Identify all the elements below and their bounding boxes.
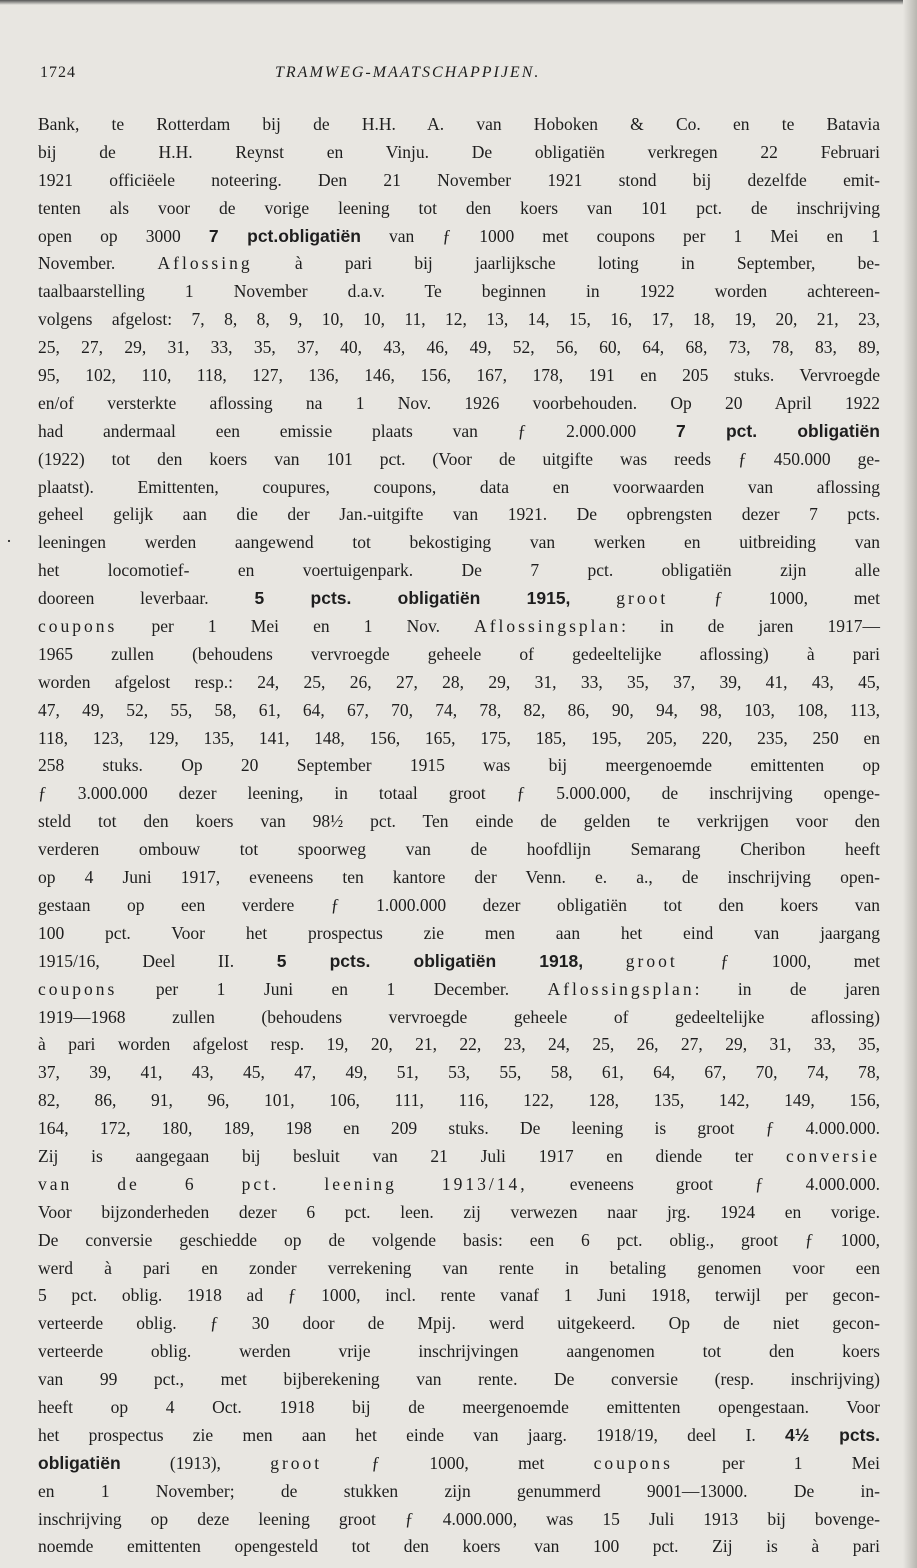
text-run: 95, 102, 110, 118, 127, 136, 146, 156, 167, 178, 191 en 205 stuks. Vervroegde xyxy=(38,365,880,386)
text-run: leeningen werden aangewend tot bekostiging van werken en uitbreiding van xyxy=(38,532,880,553)
text-line xyxy=(38,195,880,223)
text-line xyxy=(38,780,880,808)
spaced-term: van de 6 pct. leening 1913/14, xyxy=(38,1173,528,1194)
text-line xyxy=(38,167,880,195)
text-run: op 4 Juni 1917, eveneens ten kantore der Venn. e. a., de inschrijving open- xyxy=(38,867,880,888)
text-run: en 1 November; de stukken zijn genummerd 9001—13000. De in- xyxy=(38,1480,880,1501)
text-line xyxy=(38,1143,880,1171)
text-run: heeft op 4 Oct. 1918 bij de meergenoemde emittenten opengestaan. Voor xyxy=(38,1396,880,1417)
text-line xyxy=(38,1087,880,1115)
text-line xyxy=(38,613,880,641)
text-run: noemde emittenten opengesteld tot den koers van 100 pct. Zij is à pari xyxy=(38,1536,880,1557)
text-run: : in de jaren xyxy=(694,978,881,999)
text-line xyxy=(38,641,880,669)
text-run: dooreen leverbaar. xyxy=(38,588,255,609)
text-run: ƒ 1000, met xyxy=(677,950,880,971)
text-run: per 1 Juni en 1 December. xyxy=(117,978,548,999)
text-run: 1919—1968 zullen (behoudens vervroegde geheele of gedeeltelijke aflossing) xyxy=(38,1006,880,1027)
text-line xyxy=(38,697,880,725)
text-run: open op 3000 xyxy=(38,225,209,246)
text-run: inschrijving op deze leening groot ƒ 4.000.000, was 15 Juli 1913 bij bovenge- xyxy=(38,1508,880,1529)
spaced-term: conversie xyxy=(785,1145,880,1166)
text-run: 25, 27, 29, 31, 33, 35, 37, 40, 43, 46, 49, 52, 56, 60, 64, 68, 73, 78, 83, 89, xyxy=(38,337,880,358)
text-run: steld tot den koers van 98½ pct. Ten einde de gelden te verkrijgen voor den xyxy=(38,811,880,832)
text-line xyxy=(38,864,880,892)
text-run: ƒ 1000, met xyxy=(668,588,881,609)
text-line xyxy=(38,139,880,167)
text-run: het prospectus zie men aan het einde van jaarg. 1918/19, deel I. xyxy=(38,1424,786,1445)
bold-heading: 5 pcts. obligatiën 1918, xyxy=(276,950,584,971)
text-run: 118, 123, 129, 135, 141, 148, 156, 165, 175, 185, 195, 205, 220, 235, 250 en xyxy=(38,727,880,748)
text-line xyxy=(38,474,880,502)
text-run: De conversie geschiedde op de volgende basis: een 6 pct. oblig., groot ƒ 1000, xyxy=(38,1229,880,1250)
text-run: à pari worden afgelost resp. 19, 20, 21, 22, 23, 24, 25, 26, 27, 29, 31, 33, 35, xyxy=(38,1034,880,1055)
text-run: November. xyxy=(38,253,158,274)
text-line xyxy=(38,362,880,390)
text-run: (1922) tot den koers van 101 pct. (Voor de uitgifte was reeds ƒ 450.000 ge- xyxy=(38,448,880,469)
text-run: verteerde oblig. ƒ 30 door de Mpij. werd uitgekeerd. Op de niet gecon- xyxy=(38,1313,880,1334)
text-run: van 99 pct., met bijberekening van rente. De conversie (resp. inschrijving) xyxy=(38,1369,880,1390)
spaced-term: coupons xyxy=(38,978,118,999)
page-edge-shadow xyxy=(903,0,917,1568)
text-run: 82, 86, 91, 96, 101, 106, 111, 116, 122, 128, 135, 142, 149, 156, xyxy=(38,1090,880,1111)
text-run: 164, 172, 180, 189, 198 en 209 stuks. De leening is groot ƒ 4.000.000. xyxy=(38,1118,880,1139)
text-run: Voor bijzonderheden dezer 6 pct. leen. zij verwezen naar jrg. 1924 en vorige. xyxy=(38,1201,880,1222)
text-line xyxy=(38,1338,880,1366)
text-run: worden afgelost resp.: 24, 25, 26, 27, 28, 29, 31, 33, 35, 37, 39, 41, 43, 45, xyxy=(38,671,880,692)
text-run: van ƒ 1000 met coupons per 1 Mei en 1 xyxy=(360,225,880,246)
spaced-term: Aflossing xyxy=(157,253,253,274)
text-line xyxy=(38,976,880,1004)
text-run: ƒ 1000, met xyxy=(322,1452,594,1473)
text-line xyxy=(38,529,880,557)
text-run: plaatst). Emittenten, coupures, coupons, data en voorwaarden van aflossing xyxy=(38,476,880,497)
text-run: (1913), xyxy=(120,1452,271,1473)
text-run: Zij is aangegaan bij besluit van 21 Juli 1917 en diende ter xyxy=(38,1145,786,1166)
text-run: tenten als voor de vorige leening tot den koers van 101 pct. de inschrijving xyxy=(38,197,880,218)
spaced-term: Aflossingsplan xyxy=(547,978,695,999)
text-line xyxy=(38,1282,880,1310)
text-line xyxy=(38,1199,880,1227)
text-run: per 1 Mei en 1 Nov. xyxy=(117,616,475,637)
text-line xyxy=(38,836,880,864)
spaced-term: coupons xyxy=(38,616,118,637)
page-number: 1724 xyxy=(40,64,76,81)
text-run: 47, 49, 52, 55, 58, 61, 64, 67, 70, 74, 78, 82, 86, 90, 94, 98, 103, 108, 113, xyxy=(38,699,880,720)
text-run xyxy=(570,588,616,608)
text-line xyxy=(38,501,880,529)
text-line xyxy=(38,752,880,780)
text-run: 100 pct. Voor het prospectus zie men aan het eind van jaargang xyxy=(38,922,880,943)
spaced-term: groot xyxy=(616,588,669,609)
page-header xyxy=(40,64,880,88)
bold-heading: obligatiën xyxy=(38,1452,121,1473)
text-line xyxy=(38,1366,880,1394)
text-run: ƒ 3.000.000 dezer leening, in totaal groot ƒ 5.000.000, de inschrijving openge- xyxy=(38,783,880,804)
text-run: en/of versterkte aflossing na 1 Nov. 1926 voorbehouden. Op 20 April 1922 xyxy=(38,392,880,413)
text-run: 258 stuks. Op 20 September 1915 was bij meergenoemde emittenten op xyxy=(38,755,880,776)
text-line xyxy=(38,1506,880,1534)
text-run: volgens afgelost: 7, 8, 8, 9, 10, 10, 11, 12, 13, 14, 15, 16, 17, 18, 19, 20, 21, 23, xyxy=(38,309,880,330)
text-line xyxy=(38,390,880,418)
text-run: verderen ombouw tot spoorweg van de hoofdlijn Semarang Cheribon heeft xyxy=(38,839,880,860)
spaced-term: coupons xyxy=(593,1452,673,1473)
text-line xyxy=(38,1059,880,1087)
bold-heading: 4½ pcts. xyxy=(785,1424,880,1445)
text-line xyxy=(38,1450,880,1478)
spaced-term: Aflossingsplan xyxy=(474,616,622,637)
text-line xyxy=(38,1227,880,1255)
text-run: 5 pct. oblig. 1918 ad ƒ 1000, incl. rente vanaf 1 Juni 1918, terwijl per gecon- xyxy=(38,1285,880,1306)
text-line xyxy=(38,111,880,139)
text-run: had andermaal een emissie plaats van ƒ 2.000.000 xyxy=(38,420,676,441)
bold-heading: 7 pct.obligatiën xyxy=(208,225,361,246)
text-line xyxy=(38,892,880,920)
text-line xyxy=(38,1115,880,1143)
running-title: TRAMWEG-MAATSCHAPPIJEN. xyxy=(275,64,541,81)
text-line xyxy=(38,278,880,306)
text-run xyxy=(583,951,626,971)
text-line xyxy=(38,1394,880,1422)
text-line xyxy=(38,948,880,976)
text-line xyxy=(38,1004,880,1032)
text-run: 1915/16, Deel II. xyxy=(38,950,277,971)
text-run: à pari bij jaarlijksche loting in September, be- xyxy=(252,253,880,274)
bold-heading: 5 pcts. obligatiën 1915, xyxy=(254,588,571,609)
text-line xyxy=(38,1171,880,1199)
text-line xyxy=(38,250,880,278)
text-line xyxy=(38,223,880,251)
text-run: bij de H.H. Reynst en Vinju. De obligatiën verkregen 22 Februari xyxy=(38,141,880,162)
text-line xyxy=(38,1031,880,1059)
text-line xyxy=(38,808,880,836)
text-run: taalbaarstelling 1 November d.a.v. Te beginnen in 1922 worden achtereen- xyxy=(38,281,880,302)
text-line xyxy=(38,1255,880,1283)
text-line xyxy=(38,1310,880,1338)
text-line xyxy=(38,334,880,362)
spaced-term: groot xyxy=(270,1452,323,1473)
body-text xyxy=(38,111,880,1561)
text-run: eveneens groot ƒ 4.000.000. xyxy=(527,1173,880,1194)
text-line xyxy=(38,1422,880,1450)
text-line xyxy=(38,669,880,697)
margin-mark: · xyxy=(6,531,12,551)
text-run: gestaan op een verdere ƒ 1.000.000 dezer obligatiën tot den koers van xyxy=(38,894,880,915)
text-run: 1921 officiëele noteering. Den 21 November 1921 stond bij dezelfde emit- xyxy=(38,169,880,190)
text-run: verteerde oblig. werden vrije inschrijvingen aangenomen tot den koers xyxy=(38,1341,880,1362)
text-line xyxy=(38,920,880,948)
top-edge-shadow xyxy=(0,0,917,5)
text-line xyxy=(38,1533,880,1561)
text-run: 1965 zullen (behoudens vervroegde geheele of gedeeltelijke aflossing) à pari xyxy=(38,643,880,664)
text-run: 37, 39, 41, 43, 45, 47, 49, 51, 53, 55, 58, 61, 64, 67, 70, 74, 78, xyxy=(38,1062,880,1083)
text-run: : in de jaren 1917— xyxy=(621,616,880,637)
text-line xyxy=(38,306,880,334)
text-line xyxy=(38,725,880,753)
text-line xyxy=(38,446,880,474)
text-run: werd à pari en zonder verrekening van rente in betaling genomen voor een xyxy=(38,1257,880,1278)
text-run: het locomotief- en voertuigenpark. De 7 pct. obligatiën zijn alle xyxy=(38,560,880,581)
text-line xyxy=(38,418,880,446)
bold-heading: 7 pct. obligatiën xyxy=(675,420,880,441)
text-line xyxy=(38,585,880,613)
text-line xyxy=(38,557,880,585)
spaced-term: groot xyxy=(625,950,678,971)
text-run: geheel gelijk aan die der Jan.-uitgifte van 1921. De opbrengsten dezer 7 pcts. xyxy=(38,504,880,525)
text-run: per 1 Mei xyxy=(672,1452,880,1473)
text-line xyxy=(38,1478,880,1506)
text-run: Bank, te Rotterdam bij de H.H. A. van Hoboken & Co. en te Batavia xyxy=(38,114,880,134)
